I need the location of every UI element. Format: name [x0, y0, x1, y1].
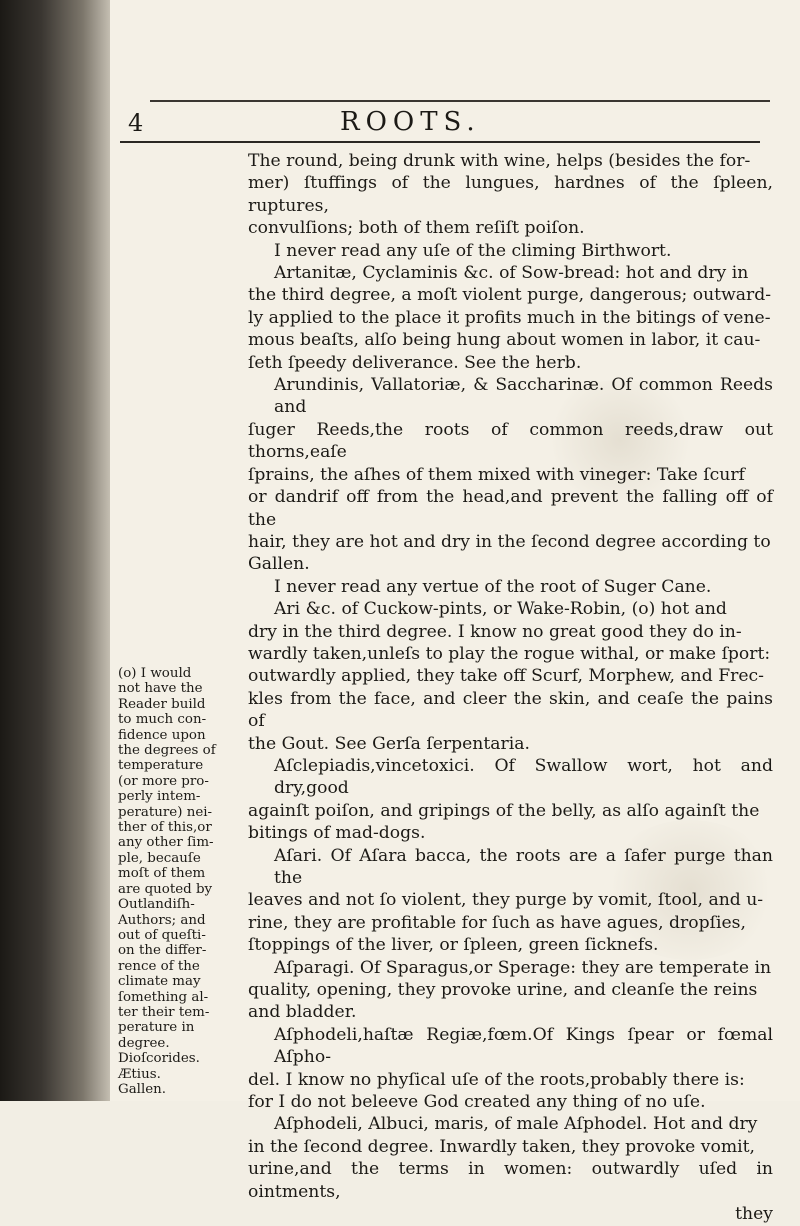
- side-note-line: degree.: [118, 1035, 170, 1051]
- text-line: outwardly applied, they take off Scurf, Morphew, and Frec-: [248, 666, 764, 687]
- side-note-line: Gallen.: [118, 1081, 167, 1097]
- text-line: againſt poiſon, and gripings of the belly, as alſo againſt the: [248, 800, 760, 821]
- side-note-line: Ætius.: [118, 1066, 161, 1082]
- book-spine-shadow: [0, 0, 118, 1101]
- side-note-line: climate may: [118, 974, 201, 990]
- text-line: del. I know no phyſical uſe of the roots,probably there is:: [248, 1069, 745, 1090]
- text-line: kles from the face, and cleer the skin, and ceaſe the pains of: [248, 688, 773, 732]
- side-note-line: temperature: [118, 758, 204, 774]
- text-line: mous beaſts, alſo being hung about women in labor, it cau-: [248, 330, 761, 351]
- text-line: or dandrif off from the head,and prevent the falling off of the: [248, 487, 773, 530]
- text-line: rine, they are profitable for ſuch as have agues, dropſies,: [248, 912, 746, 933]
- text-line: Gallen.: [248, 554, 310, 575]
- text-line: Aſphodeli, Albuci, maris, of male Aſphodel. Hot and dry: [274, 1114, 758, 1135]
- side-note-line: Outlandiſh-: [118, 897, 195, 913]
- text-line: Aſphodeli,haſtæ Regiæ,fœm.Of Kings ſpear or fœmal Aſpho-: [274, 1024, 773, 1068]
- text-line: Artanitæ, Cyclaminis &c. of Sow-bread: hot and dry in: [274, 263, 749, 284]
- text-line: Aſclepiadis,vincetoxici. Of Swallow wort, hot and dry,good: [274, 755, 773, 799]
- text-line: Aſari. Of Aſara bacca, the roots are a ſafer purge than the: [274, 845, 773, 888]
- text-line: I never read any vertue of the root of Suger Cane.: [274, 576, 712, 597]
- side-note-line: are quoted by: [118, 881, 213, 897]
- side-note-line: perature in: [118, 1020, 195, 1036]
- text-line: for I do not beleeve God created any thing of no uſe.: [248, 1092, 706, 1113]
- text-line: hair, they are hot and dry in the ſecond degree according to: [248, 531, 771, 552]
- side-note-line: ther of this,or: [118, 820, 212, 836]
- running-title: ROOTS.: [340, 107, 481, 137]
- text-line: The round, being drunk with wine, helps (besides the for-: [248, 151, 751, 171]
- side-note-line: on the differ-: [118, 943, 207, 959]
- top-rule: [150, 100, 770, 102]
- text-line: Arundinis, Vallatoriæ, & Saccharinæ. Of common Reeds and: [274, 375, 773, 418]
- side-note-line: rence of the: [118, 958, 200, 974]
- side-note-line: (o) I would: [118, 666, 192, 681]
- text-line: quality, opening, they provoke urine, and cleanſe the reins: [248, 980, 758, 1001]
- side-note-line: to much con-: [118, 712, 207, 728]
- text-line: in the ſecond degree. Inwardly taken, they provoke vomit,: [248, 1136, 756, 1157]
- text-line: convulſions; both of them reſiſt poiſon.: [248, 218, 585, 239]
- text-line: they: [735, 1204, 773, 1225]
- main-text-column: [248, 150, 773, 1226]
- side-note-line: out of queſti-: [118, 927, 206, 943]
- side-note-line: Reader build: [118, 696, 206, 712]
- side-note-line: perature) nei-: [118, 804, 213, 820]
- page-number: 4: [128, 109, 144, 137]
- text-line: ſeth ſpeedy deliverance. See the herb.: [248, 352, 582, 373]
- side-note-line: any other ſim-: [118, 835, 214, 851]
- text-line: the third degree, a moſt violent purge, dangerous; outward-: [248, 285, 772, 306]
- text-line: and bladder.: [248, 1002, 357, 1023]
- side-note-line: perly intem-: [118, 789, 201, 805]
- side-note-line: (or more pro-: [118, 773, 209, 789]
- marginal-note: [118, 666, 244, 1097]
- text-line: Ari &c. of Cuckow-pints, or Wake-Robin, (o) hot and: [274, 599, 727, 620]
- text-line: ly applied to the place it profits much in the bitings of vene-: [248, 307, 771, 328]
- side-note-line: Authors; and: [118, 912, 206, 928]
- side-note-line: moſt of them: [118, 866, 206, 882]
- side-note-line: ſomething al-: [118, 989, 209, 1005]
- text-line: bitings of mad-dogs.: [248, 823, 426, 844]
- text-line: mer) ſtuffings of the lungues, hardnes of the ſpleen, ruptures,: [248, 173, 773, 216]
- running-head: [120, 107, 760, 143]
- side-note-line: the degrees of: [118, 743, 216, 759]
- side-note-line: ter their tem-: [118, 1004, 210, 1020]
- text-line: ſuger Reeds,the roots of common reeds,draw out thorns,eaſe: [248, 419, 773, 463]
- text-line: leaves and not ſo violent, they purge by vomit, ſtool, and u-: [248, 890, 764, 911]
- text-line: Aſparagi. Of Sparagus,or Sperage: they are temperate in: [274, 957, 772, 978]
- text-line: ſtoppings of the liver, or ſpleen, green ſicknefs.: [248, 935, 659, 956]
- side-note-line: Dioſcorides.: [118, 1051, 200, 1067]
- side-note-line: not have the: [118, 681, 203, 697]
- text-line: dry in the third degree. I know no great good they do in-: [248, 621, 742, 642]
- text-line: the Gout. See Gerſa ſerpentaria.: [248, 733, 530, 754]
- text-line: ſprains, the aſhes of them mixed with vineger: Take ſcurf: [248, 464, 745, 485]
- text-line: I never read any uſe of the climing Birthwort.: [274, 240, 672, 261]
- text-line: urine,and the terms in women: outwardly uſed in ointments,: [248, 1159, 773, 1202]
- text-line: wardly taken,unleſs to play the rogue withal, or make ſport:: [248, 643, 771, 664]
- side-note-line: ple, becauſe: [118, 850, 201, 866]
- side-note-line: fidence upon: [118, 727, 206, 743]
